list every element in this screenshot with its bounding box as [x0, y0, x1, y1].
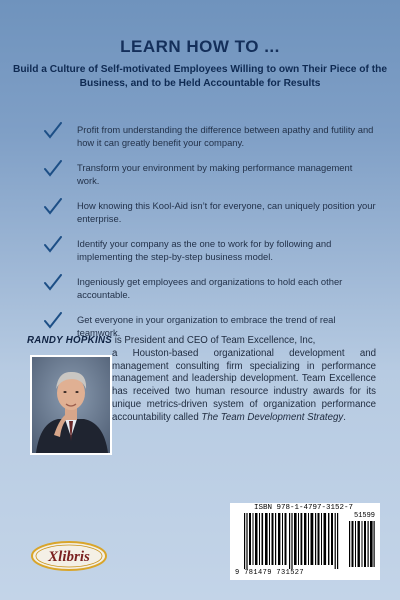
- benefit-item: [44, 198, 374, 236]
- checkmark-icon: [44, 274, 62, 292]
- author-photo: [30, 355, 112, 455]
- publisher-logo-text: Xlibris: [48, 549, 90, 565]
- benefit-text: Profit from understanding the difference between apathy and futility and how it can greatly benefit your company.: [77, 124, 374, 148]
- checkmark-icon: [44, 312, 62, 330]
- price-code: 51599: [354, 512, 376, 520]
- bio-body: [112, 348, 376, 424]
- author-name: RANDY HOPKINS: [27, 335, 112, 346]
- checkmark-icon: [44, 236, 62, 254]
- benefit-item: [44, 122, 374, 160]
- heading: LEARN HOW TO ...: [120, 37, 280, 56]
- author-bio: [27, 335, 376, 423]
- benefit-text: Ingeniously get employees and organizations to hold each other accountable.: [77, 276, 343, 300]
- subheading: Build a Culture of Self-motivated Employees Willing to own Their Piece of the Business, and to be Held Accountable for Results: [12, 64, 388, 89]
- isbn-label: ISBN 978-1-4797-3152-7: [254, 504, 354, 512]
- benefit-text: How knowing this Kool-Aid isn’t for everyone, can uniquely position your enterprise.: [77, 200, 376, 224]
- benefit-item: [44, 236, 374, 274]
- checkmark-icon: [44, 198, 62, 216]
- barcode-digits: 9 781479 731527: [235, 569, 305, 577]
- benefit-text: Identify your company as the one to work for by following and implementing the step-by-step business model.: [77, 238, 332, 262]
- bio-end: .: [343, 411, 346, 423]
- benefit-text: Get everyone in your organization to embrace the trend of real teamwork.: [77, 314, 336, 338]
- benefit-text: Transform your environment by making performance management work.: [77, 162, 353, 186]
- barcode-icon: [244, 513, 344, 569]
- benefit-item: [44, 160, 374, 198]
- bio-text: a Houston-based organizational development and management consulting firm specializing in performance management and leadership development. Team Excellence has received two human resource industry awards for its unique metrics-driven system of organization performance accountability called: [112, 348, 376, 423]
- checkmark-icon: [44, 122, 62, 140]
- benefit-item: [44, 274, 374, 312]
- checkmark-icon: [44, 160, 62, 178]
- book-title: The Team Development Strategy: [201, 411, 344, 423]
- bio-first-line: [27, 335, 375, 348]
- publisher-logo: [30, 538, 108, 572]
- bio-intro: is President and CEO of Team Excellence, Inc,: [112, 335, 316, 346]
- price-barcode-icon: [349, 521, 375, 567]
- benefit-list: [44, 122, 374, 350]
- barcode-box: [230, 503, 380, 580]
